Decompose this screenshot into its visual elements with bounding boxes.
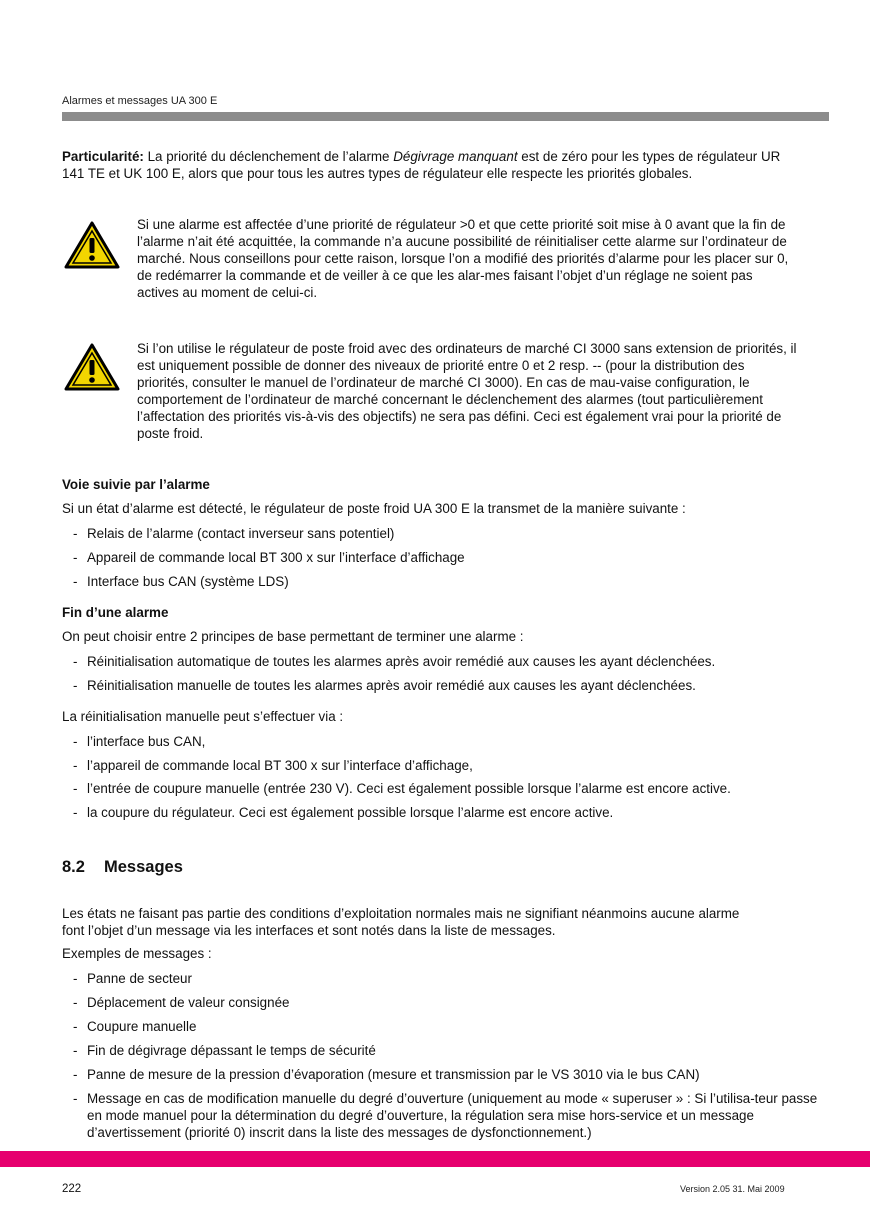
intro-text-after: est de zéro pour les types de régulateur UR 141 TE et UK 100 E, alors que pour tous les autres types de régulateur elle respecte les priorités globales. [62,149,781,181]
intro-label: Particularité: [62,149,144,164]
fin-heading: Fin d’une alarme [62,605,169,620]
fin-intro: On peut choisir entre 2 principes de base permettant de terminer une alarme : [62,629,524,644]
intro-text-before: La priorité du déclenchement de l’alarme [143,149,394,164]
examples-label: Exemples de messages : [62,946,212,961]
list-item: - l’appareil de commande local BT 300 x sur l’interface d’affichage, [73,758,473,773]
list-item: - Coupure manuelle [73,1019,197,1034]
manual-intro: La réinitialisation manuelle peut s’effectuer via : [62,709,344,724]
list-item: - Fin de dégivrage dépassant le temps de sécurité [73,1043,376,1058]
voie-intro: Si un état d’alarme est détecté, le régulateur de poste froid UA 300 E la transmet de la manière suivante : [62,501,686,516]
section-number: 8.2 [62,858,85,876]
list-item: - l’interface bus CAN, [73,734,206,749]
version-info: Version 2.05 31. Mai 2009 [680,1184,785,1194]
section-title: Messages [104,858,183,876]
section-heading [62,858,183,877]
warning-triangle-icon [64,342,120,392]
list-item: - Appareil de commande local BT 300 x sur l’interface d’affichage [73,550,465,565]
list-item: - la coupure du régulateur. Ceci est également possible lorsque l’alarme est encore active. [73,805,614,820]
intro-paragraph [62,148,802,182]
warning-1-text: Si une alarme est affectée d’une priorité de régulateur >0 et que cette priorité soit mise à 0 avant que la fin de l’alarme n’ait été acquittée, la commande n’a aucune possibilité de réinitialiser cette alarme sur l’ordinateur de marché. Nous conseillons pour cette raison, lorsque l’on a modifié des priorités d’alarme pour les placer sur 0, de redémarrer la commande et de veiller à ce que les alar-mes faisant l’objet d’un réglage ne soient pas actives au moment de celui-ci. [137,217,789,300]
list-item: - Réinitialisation manuelle de toutes les alarmes après avoir remédié aux causes les ayant déclenchées. [73,678,696,693]
list-item: - Panne de mesure de la pression d’évaporation (mesure et transmission par le VS 3010 via le bus CAN) [73,1067,700,1082]
list-item: - Déplacement de valeur consignée [73,995,290,1010]
messages-intro: Les états ne faisant pas partie des conditions d’exploitation normales mais ne signifiant néanmoins aucune alarme font l’objet d’un message via les interfaces et sont notés dans la liste de messages. [62,906,740,938]
list-item: - l’entrée de coupure manuelle (entrée 230 V). Ceci est également possible lorsque l’alarme est encore active. [73,781,731,796]
intro-emphasis: Dégivrage manquant [393,149,518,164]
footer-bar [0,1151,870,1167]
list-item: - Interface bus CAN (système LDS) [73,574,289,589]
list-item: - Relais de l’alarme (contact inverseur sans potentiel) [73,526,395,541]
voie-heading: Voie suivie par l’alarme [62,477,210,492]
list-item: - Réinitialisation automatique de toutes les alarmes après avoir remédié aux causes les ayant déclenchées. [73,654,716,669]
warning-2-text: Si l’on utilise le régulateur de poste froid avec des ordinateurs de marché CI 3000 sans extension de priorités, il est uniquement possible de donner des niveaux de priorité entre 0 et 2 resp. -- (pour la distribution des priorités, consulter le manuel de l’ordinateur de marché CI 3000). En cas de mau-vaise configuration, le comportement de l’ordinateur de marché concernant le déclenchement des alarmes (tout particulièrement l’affectation des priorités vis-à-vis des objectifs) ne sera pas défini. Ceci est également vrai pour la priorité de poste froid. [137,341,797,441]
running-header: Alarmes et messages UA 300 E [62,95,218,107]
warning-triangle-icon [64,220,120,270]
list-item: - Message en cas de modification manuelle du degré d’ouverture (uniquement au mode « superuser » : Si l’utilisa-teur passe en mode manuel pour la détermination du degré d’ouverture, la régulation sera mise hors-service et un message d’avertissement (priorité 0) inscrit dans la liste des messages de dysfonctionnement.) [73,1091,818,1140]
list-item: - Panne de secteur [73,971,192,986]
header-rule [62,112,829,121]
page-number: 222 [62,1183,82,1195]
